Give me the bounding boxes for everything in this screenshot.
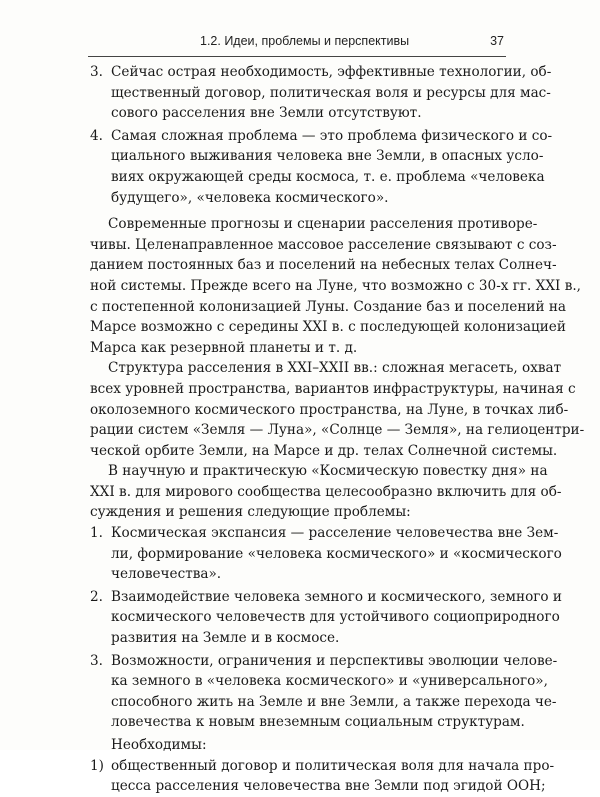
paragraph [90,358,585,461]
paragraph [90,461,562,523]
running-head-title: 1.2. Идеи, проблемы и перспективы [200,34,410,48]
page-number: 37 [490,34,504,48]
text-line: щественный договор, политическая воля и ресурсы для мас- [111,84,551,101]
text-line: сового расселения вне Земли отсутствуют. [111,105,422,122]
text-line: способного жить на Земле и вне Земли, а также перехода че- [111,693,557,710]
text-line: Структура расселения в XXI–XXII вв.: сложная мегасеть, охват [108,360,562,377]
text-line: человечества». [111,566,222,583]
text-line: общественный договор и политическая воля для начала про- [111,757,555,774]
text-line: Возможности, ограничения и перспективы эволюции челове- [111,652,558,669]
text-line: развития на Земле и в космосе. [111,630,340,647]
text-line: циального выживания человека вне Земли, в опасных усло- [111,148,544,165]
text-line: XXI в. для мирового сообщества целесообразно включить для об- [90,483,562,500]
list-number: 1. [90,525,103,542]
body-text [90,62,585,797]
text-line: Марсе возможно с середины XXI в. с последующей колонизацией [90,319,566,336]
text-line: В научную и практическую «Космическую повестку дня» на [108,463,548,480]
text-line: Сейчас острая необходимость, эффективные технологии, об- [111,64,552,80]
text-line: ловечества к новым внеземным социальным структурам. [111,714,525,731]
list-number: 3. [90,64,103,80]
text-line: космического человечеств для устойчивого социоприродного [111,609,560,626]
text-line: ческой орбите Земли, на Марсе и др. телах Солнечной системы. [90,442,558,459]
text-line: Самая сложная проблема — это проблема физического и со- [111,127,553,144]
numbered-list-constraints [90,62,553,208]
text-line: данием постоянных баз и поселений на небесных телах Солнеч- [90,257,557,274]
numbered-list-problems [90,523,562,733]
text-line: Космическая экспансия — расселение человечества вне Зем- [111,525,559,542]
list-number: 1) [90,757,104,774]
text-line: ка земного в «человека космического» и «универсального», [111,673,548,690]
list-item [90,523,562,585]
list-number: 3. [90,652,103,669]
list-number: 2. [90,588,103,605]
text-line: околоземного космического пространства, на Луне, в точках либ- [90,401,569,418]
list-item [90,756,555,797]
paragraph [90,214,582,358]
list-item [90,587,562,649]
text-line: суждения и решения следующие проблемы: [90,504,411,521]
list-item [90,651,558,733]
text-line: чивы. Целенаправленное массовое расселение связывают с соз- [90,236,557,253]
list-number: 4. [90,127,103,144]
text-line: будущего», «человека космического». [111,189,389,206]
text-line: Марса как резервной планеты и т. д. [90,339,358,356]
text-line: ли, формирование «человека космического» и «космического [111,545,562,562]
numbered-list-needs [90,756,555,797]
text-line: Современные прогнозы и сценарии расселения противоре- [108,216,538,233]
paragraphs [90,214,585,523]
list-item [90,62,552,124]
text-line: виях окружающей среды космоса, т. е. проблема «человека [111,168,545,185]
header-rule [88,56,506,57]
text-line: с постепенной колонизацией Луны. Создание баз и поселений на [90,298,566,315]
text-line: всех уровней пространства, вариантов инфраструктуры, начиная с [90,380,576,397]
text-line: рации систем «Земля — Луна», «Солнце — Земля», на гелиоцентри- [90,422,585,439]
needed-label: Необходимы: [111,737,207,753]
list-item [90,126,553,208]
text-line: цесса расселения человечества вне Земли под эгидой ООН; [111,778,546,795]
text-line: ной системы. Прежде всего на Луне, что возможно с 30-х гг. XXI в., [90,277,582,294]
text-line: Взаимодействие человека земного и космического, земного и [111,588,562,605]
